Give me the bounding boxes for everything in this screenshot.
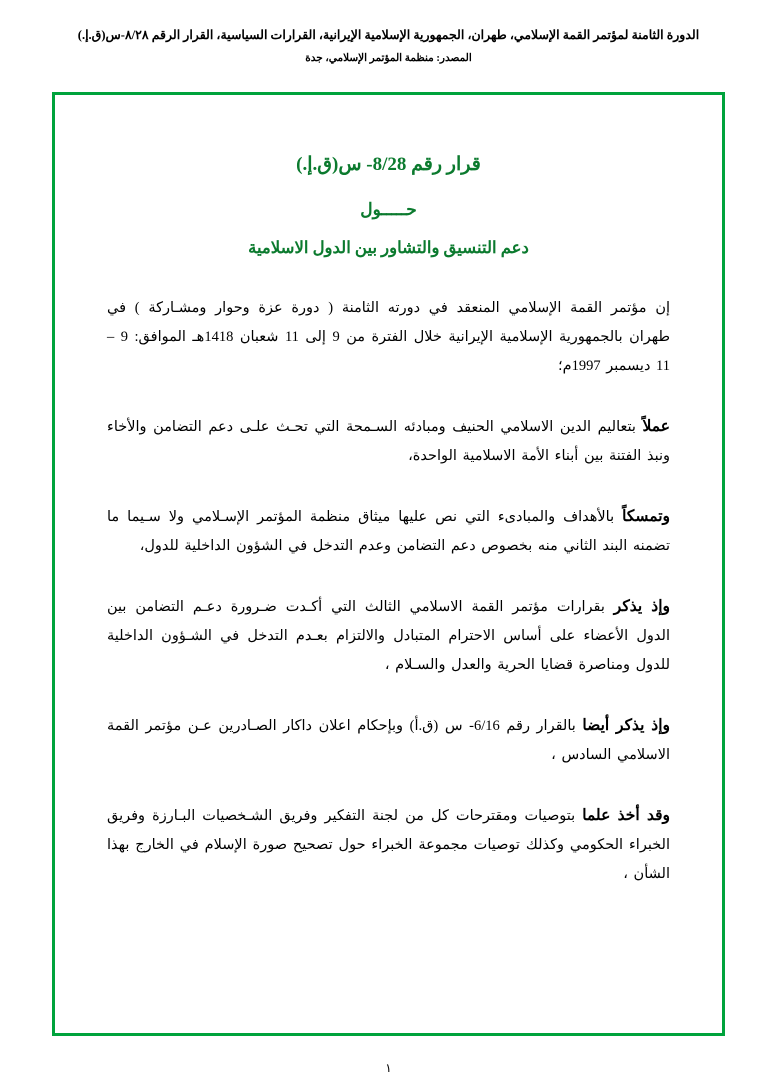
paragraph-lead: وقد أخذ علما bbox=[582, 807, 671, 824]
paragraph-text: بتعاليم الدين الاسلامي الحنيف ومبادئه السـمحة التي تحـث علـى دعم التضامن والأخاء ونبذ الفتنة بين أبناء الأمة الاسلامية الواحدة، bbox=[107, 419, 670, 464]
paragraph-lead: وإذ يذكر أيضا bbox=[582, 717, 670, 734]
paragraph-5 bbox=[107, 800, 670, 889]
page-number: ١ bbox=[385, 1061, 392, 1075]
resolution-about-word: حـــــول bbox=[360, 200, 417, 219]
paragraph-2 bbox=[107, 501, 670, 561]
header-source-line: المصدر: منظمة المؤتمر الإسلامي، جدة bbox=[305, 52, 472, 64]
paragraph-text: بقرارات مؤتمر القمة الاسلامي الثالث التي أكـدت ضـرورة دعـم التضامن بين الدول الأعضاء على أساس الاحترام المتبادل والالتزام بعـدم التدخل في الشـؤون الداخلية للدول ومناصرة قضايا الحرية والعدل والسـلام ، bbox=[107, 599, 670, 673]
green-border-frame bbox=[52, 92, 725, 1036]
paragraph-lead: عملاً bbox=[642, 418, 670, 435]
paragraph-lead: وإذ يذكر bbox=[613, 598, 670, 615]
paragraph-4 bbox=[107, 710, 670, 770]
paragraph-text: بالأهداف والمبادىء التي نص عليها ميثاق منظمة المؤتمر الإسـلامي ولا سـيما ما تضمنه البند الثاني منه بخصوص دعم التضامن وعدم التدخل في الشؤون الداخلية للدول، bbox=[107, 509, 670, 554]
paragraph-text: إن مؤتمر القمة الإسلامي المنعقد في دورته الثامنة ( دورة عزة وحوار ومشـاركة ) في طهران بالجمهورية الإسلامية الإيرانية خلال الفترة من 9 إلى 11 شعبان 1418هـ الموافق: 9 – 11 ديسمبر 1997م؛ bbox=[107, 300, 671, 374]
paragraph-lead: وتمسكاً bbox=[622, 508, 671, 525]
paragraph-3 bbox=[107, 591, 670, 680]
document-body bbox=[55, 95, 722, 1033]
paragraph-text: بالقرار رقم 6/16- س (ق.أ) وبإحكام اعلان داكار الصـادرين عـن مؤتمر القمة الاسلامي السادس ، bbox=[107, 718, 670, 763]
header-citation-line: الدورة الثامنة لمؤتمر القمة الإسلامي، طهران، الجمهورية الإسلامية الإيرانية، القرارات السياسية، القرار الرقم ٨/٢٨-س(ق.إ.) bbox=[77, 28, 700, 42]
paragraph-preamble bbox=[107, 292, 670, 381]
resolution-number-title: قرار رقم 8/28- س(ق.إ.) bbox=[296, 154, 481, 175]
resolution-subject-title: دعم التنسيق والتشاور بين الدول الاسلامية bbox=[248, 238, 529, 257]
paragraph-text: بتوصيات ومقترحات كل من لجنة التفكير وفريق الشـخصيات البـارزة وفريق الخبراء الحكومي وكذلك توصيات مجموعة الخبراء حول تصحيح صورة الإسلام في الخارج بهذا الشأن ، bbox=[107, 808, 670, 882]
paragraph-1 bbox=[107, 411, 670, 471]
page-header bbox=[0, 0, 777, 64]
